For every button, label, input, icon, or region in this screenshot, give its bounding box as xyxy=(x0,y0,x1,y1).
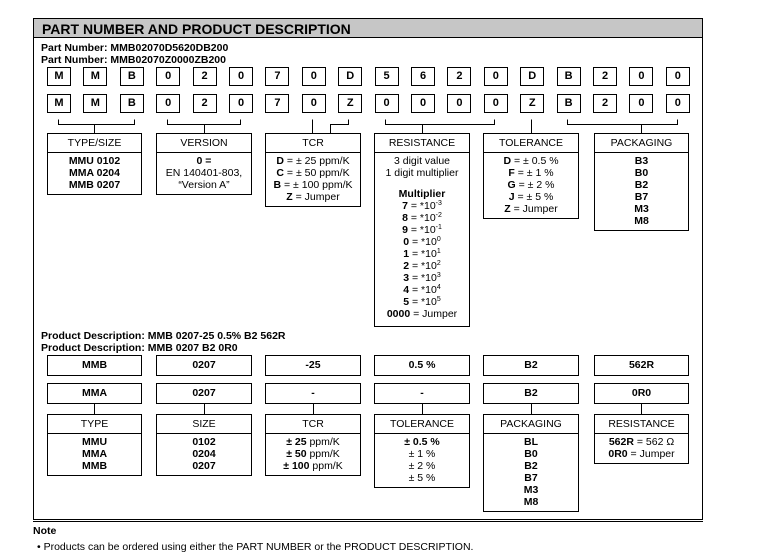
box-pd-packaging xyxy=(483,414,579,512)
section-title: PART NUMBER AND PRODUCT DESCRIPTION xyxy=(42,21,351,37)
multiplier-line: $2 = *10^2$ xyxy=(403,260,441,272)
box-packaging xyxy=(594,133,689,231)
packaging-line: B7 xyxy=(634,191,649,203)
multiplier-list xyxy=(375,200,469,308)
pn2-char-cell: 0 xyxy=(666,94,690,113)
pn2-char-cell: 7 xyxy=(265,94,289,113)
pd-packaging-line: B7 xyxy=(524,472,538,484)
product-description-2: Product Description: MMB 0207 B2 0R0 xyxy=(41,342,238,354)
packaging-line: M3 xyxy=(634,203,649,215)
tolerance-line: J = ± 5 % xyxy=(508,191,554,203)
version-line: EN 140401-803, xyxy=(165,167,243,179)
multiplier-line: $3 = *10^3$ xyxy=(403,272,441,284)
pn2-char-cell: 0 xyxy=(375,94,399,113)
pn2-char-cell: 0 xyxy=(302,94,326,113)
multiplier-line: $0 = *10^0$ xyxy=(403,236,441,248)
product-description-1: Product Description: MMB 0207-25 0.5% B2 562R xyxy=(41,330,286,342)
pn2-char-cell: 0 xyxy=(156,94,180,113)
pd-tolerance-line: ± 1 % xyxy=(408,448,436,460)
pn1-char-cell: M xyxy=(83,67,107,86)
pd-packaging-line: M8 xyxy=(523,496,539,508)
multiplier-line: $8 = *10^{-2}$ xyxy=(402,212,442,224)
pd-resistance-line: 0R0 = Jumper xyxy=(608,448,675,460)
pn1-char-cell: 2 xyxy=(447,67,471,86)
part-number-2: Part Number: MMB02070Z0000ZB200 xyxy=(41,54,226,66)
pd-tcr-line: ± 50 ppm/K xyxy=(286,448,340,460)
note-divider xyxy=(33,521,703,522)
packaging-line: B3 xyxy=(634,155,649,167)
pn2-char-cell: M xyxy=(47,94,71,113)
pn1-char-cell: 2 xyxy=(193,67,217,86)
tolerance-line: F = ± 1 % xyxy=(508,167,554,179)
pn1-char-cell: 0 xyxy=(156,67,180,86)
version-line: “Version A” xyxy=(178,179,230,191)
pd-value-box: - xyxy=(374,383,470,404)
packaging-line: M8 xyxy=(634,215,649,227)
pn2-char-cell: 0 xyxy=(629,94,653,113)
pn1-char-cell: B xyxy=(120,67,144,86)
tolerance-line: Z = Jumper xyxy=(504,203,558,215)
box-pd-type-header: TYPE xyxy=(48,415,141,434)
box-version xyxy=(156,133,252,195)
pd-value-box: B2 xyxy=(483,355,579,376)
box-type-size-header: TYPE/SIZE xyxy=(48,134,141,153)
box-pd-packaging-header: PACKAGING xyxy=(484,415,578,434)
pd-type-line: MMA xyxy=(81,448,108,460)
box-resistance-header: RESISTANCE xyxy=(375,134,469,153)
resistance-line: 3 digit value xyxy=(393,155,451,167)
pd-value-box: 562R xyxy=(594,355,689,376)
multiplier-title: Multiplier xyxy=(398,188,446,200)
tcr-line: Z = Jumper xyxy=(286,191,340,203)
resistance-line: 1 digit multiplier xyxy=(385,167,459,179)
pn2-char-cell: B xyxy=(120,94,144,113)
box-pd-tolerance xyxy=(374,414,470,488)
pd-value-box: MMA xyxy=(47,383,142,404)
box-tcr-header: TCR xyxy=(266,134,360,153)
box-pd-size-header: SIZE xyxy=(157,415,251,434)
pn1-char-cell: 0 xyxy=(629,67,653,86)
pd-packaging-line: B2 xyxy=(524,460,538,472)
box-version-header: VERSION xyxy=(157,134,251,153)
pd-value-box: 0207 xyxy=(156,383,252,404)
multiplier-line: $1 = *10^1$ xyxy=(403,248,441,260)
version-line: 0 = xyxy=(196,155,212,167)
pn2-char-cell: 0 xyxy=(411,94,435,113)
tcr-line: C = ± 50 ppm/K xyxy=(276,167,350,179)
packaging-line: B2 xyxy=(634,179,649,191)
pn2-char-cell: 2 xyxy=(193,94,217,113)
type-size-line: MMB 0207 xyxy=(68,179,121,191)
pd-tolerance-line: ± 5 % xyxy=(408,472,436,484)
pd-packaging-line: BL xyxy=(524,436,538,448)
resistance-jumper: 0000 = Jumper xyxy=(386,308,458,320)
note-bullet: • Products can be ordered using either the PART NUMBER or the PRODUCT DESCRIPTION. xyxy=(37,541,474,553)
pn1-char-cell: 0 xyxy=(484,67,508,86)
pd-packaging-line: M3 xyxy=(523,484,539,496)
box-pd-resistance xyxy=(594,414,689,464)
pd-tcr-line: ± 100 ppm/K xyxy=(283,460,343,472)
box-pd-size xyxy=(156,414,252,476)
box-pd-tcr xyxy=(265,414,361,476)
pd-tolerance-line: ± 0.5 % xyxy=(404,436,440,448)
pn2-char-cell: M xyxy=(83,94,107,113)
pd-value-box: 0R0 xyxy=(594,383,689,404)
pn2-char-cell: 0 xyxy=(484,94,508,113)
pd-value-box: 0.5 % xyxy=(374,355,470,376)
part-number-1: Part Number: MMB02070D5620DB200 xyxy=(41,42,229,54)
type-size-line: MMU 0102 xyxy=(68,155,121,167)
pn1-char-cell: 7 xyxy=(265,67,289,86)
pn1-char-cell: 5 xyxy=(375,67,399,86)
box-pd-resistance-header: RESISTANCE xyxy=(595,415,688,434)
pn1-char-cell: 2 xyxy=(593,67,617,86)
tolerance-line: G = ± 2 % xyxy=(507,179,555,191)
pn1-char-cell: B xyxy=(557,67,581,86)
box-resistance xyxy=(374,133,470,327)
pn2-char-cell: Z xyxy=(520,94,544,113)
pn1-char-cell: 0 xyxy=(666,67,690,86)
multiplier-line: $5 = *10^5$ xyxy=(403,296,441,308)
box-pd-tcr-header: TCR xyxy=(266,415,360,434)
type-size-line: MMA 0204 xyxy=(69,167,120,179)
tcr-line: D = ± 25 ppm/K xyxy=(276,155,350,167)
pd-type-line: MMU xyxy=(81,436,108,448)
box-tolerance-header: TOLERANCE xyxy=(484,134,578,153)
pd-value-box: - xyxy=(265,383,361,404)
pn2-char-cell: 0 xyxy=(229,94,253,113)
pd-size-line: 0204 xyxy=(192,448,216,460)
pn2-char-cell: 0 xyxy=(447,94,471,113)
pn2-char-cell: 2 xyxy=(593,94,617,113)
pd-type-line: MMB xyxy=(81,460,108,472)
pd-value-box: MMB xyxy=(47,355,142,376)
box-packaging-header: PACKAGING xyxy=(595,134,688,153)
pn1-char-cell: D xyxy=(338,67,362,86)
tcr-line: B = ± 100 ppm/K xyxy=(273,179,353,191)
pn2-char-cell: B xyxy=(557,94,581,113)
box-type-size xyxy=(47,133,142,195)
pn2-char-cell: Z xyxy=(338,94,362,113)
pd-value-box: B2 xyxy=(483,383,579,404)
pn1-char-cell: D xyxy=(520,67,544,86)
packaging-line: B0 xyxy=(634,167,649,179)
pd-value-box: -25 xyxy=(265,355,361,376)
multiplier-line: $9 = *10^{-1}$ xyxy=(402,224,442,236)
pd-packaging-line: B0 xyxy=(524,448,538,460)
pd-tolerance-line: ± 2 % xyxy=(408,460,436,472)
note-title: Note xyxy=(33,525,57,537)
pd-size-line: 0207 xyxy=(192,460,216,472)
box-tolerance xyxy=(483,133,579,219)
pd-value-box: 0207 xyxy=(156,355,252,376)
tolerance-line: D = ± 0.5 % xyxy=(503,155,559,167)
pn1-char-cell: M xyxy=(47,67,71,86)
pd-tcr-line: ± 25 ppm/K xyxy=(286,436,340,448)
pd-size-line: 0102 xyxy=(192,436,216,448)
pn1-char-cell: 0 xyxy=(229,67,253,86)
multiplier-line: $4 = *10^4$ xyxy=(403,284,441,296)
box-tcr xyxy=(265,133,361,207)
multiplier-line: $7 = *10^{-3}$ xyxy=(402,200,442,212)
box-pd-tolerance-header: TOLERANCE xyxy=(375,415,469,434)
pd-resistance-line: 562R = 562 Ω xyxy=(608,436,675,448)
box-pd-type xyxy=(47,414,142,476)
pn1-char-cell: 0 xyxy=(302,67,326,86)
pn1-char-cell: 6 xyxy=(411,67,435,86)
